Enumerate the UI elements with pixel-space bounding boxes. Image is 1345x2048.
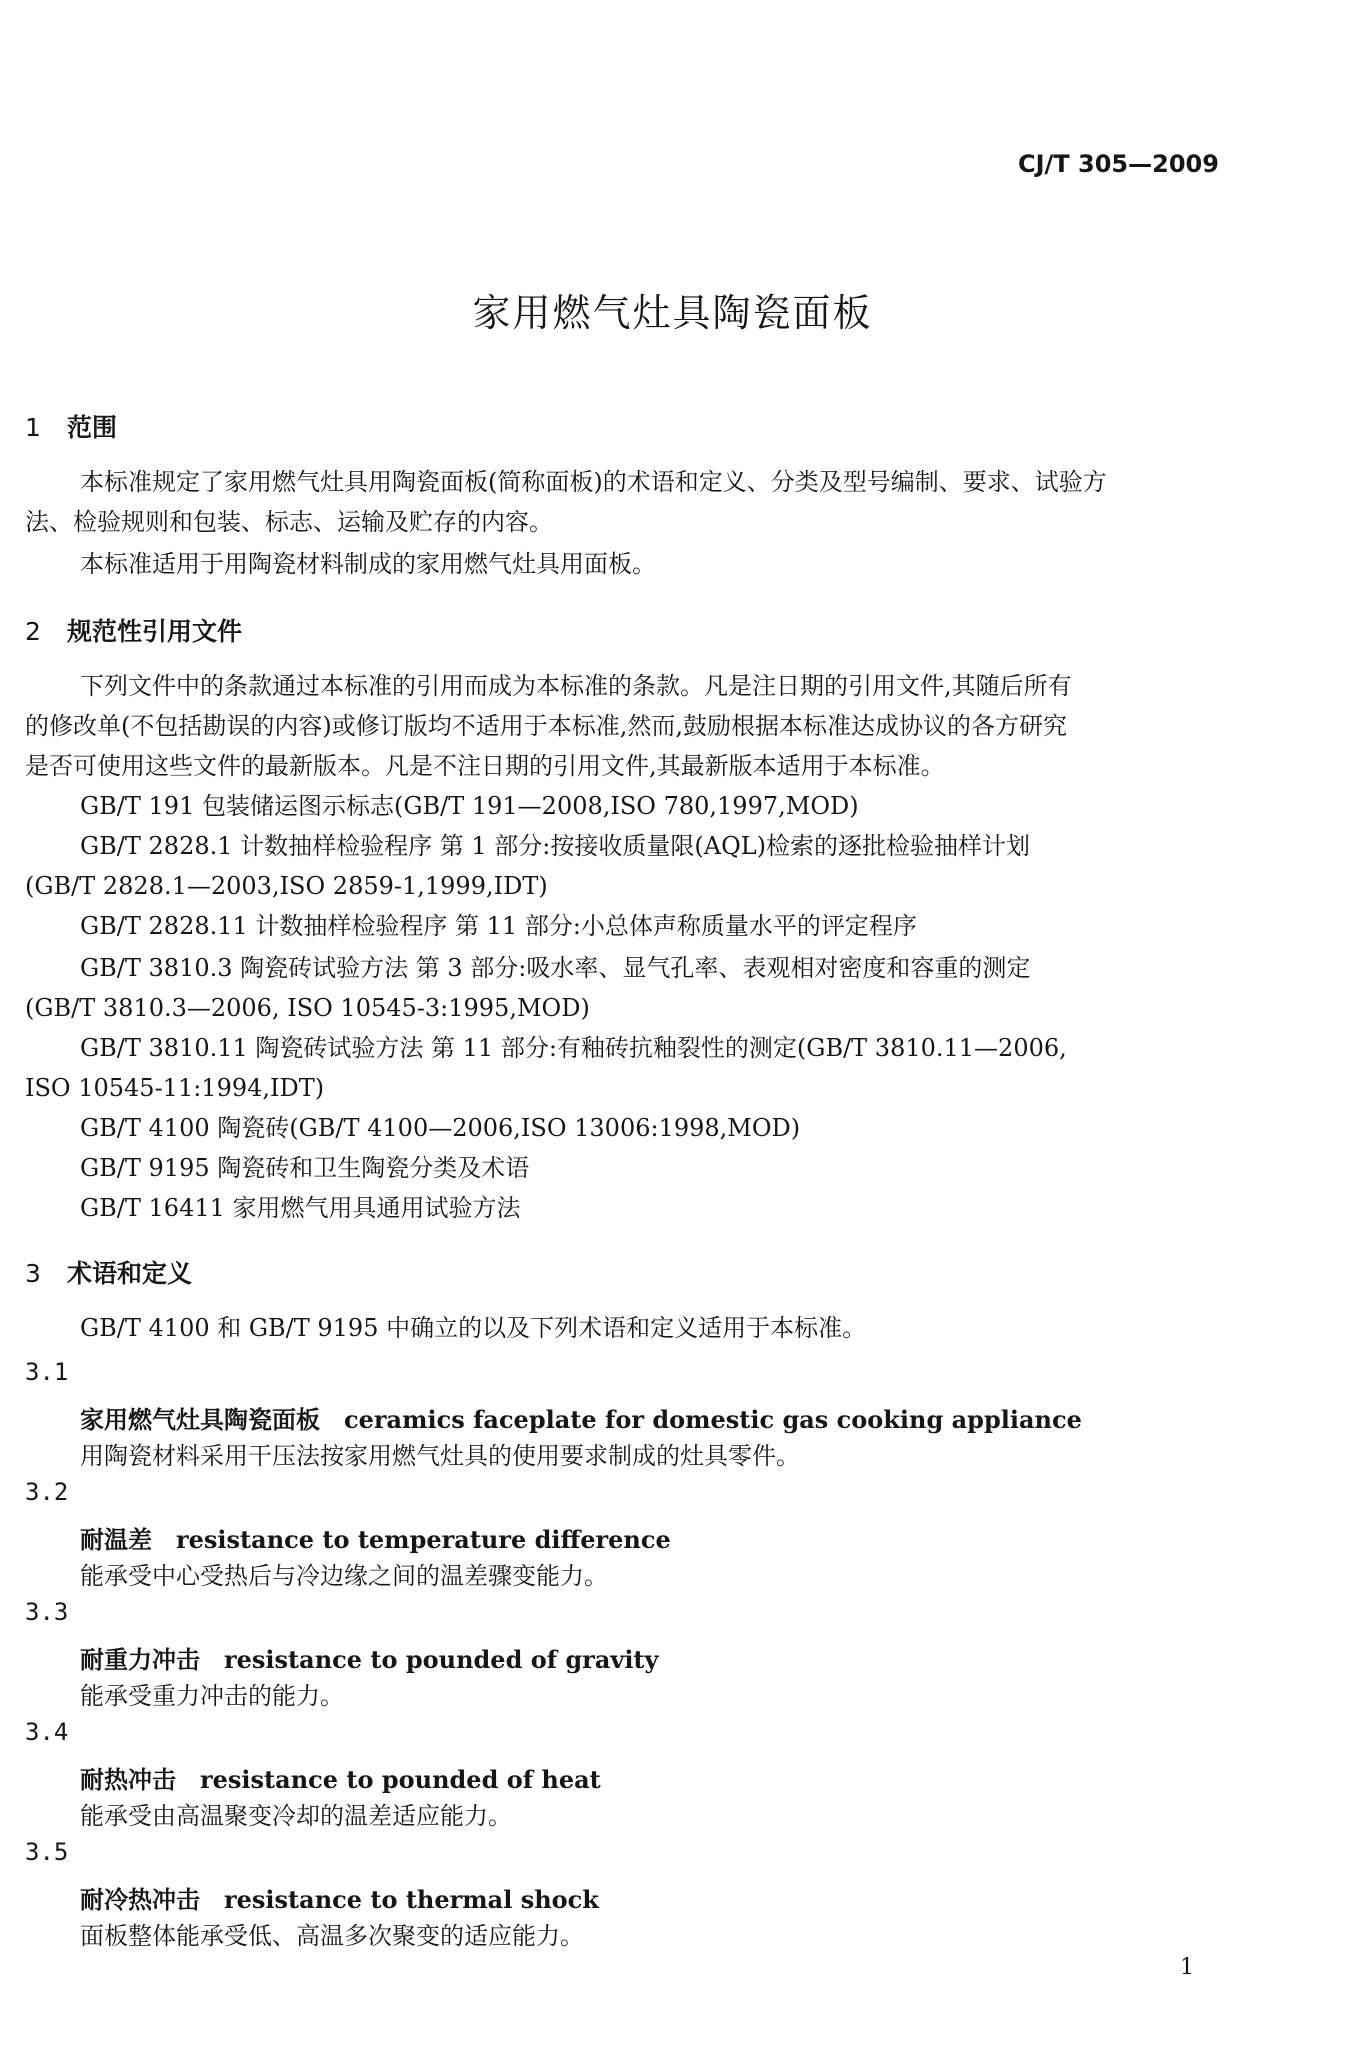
section-number: 1 (25, 413, 41, 442)
term-number: 3.5 (25, 1838, 69, 1866)
reference-continuation: (GB/T 3810.3—2006, ISO 10545-3:1995,MOD) (25, 994, 590, 1022)
term-heading (80, 1640, 658, 1675)
term-zh: 耐冷热冲击 (80, 1885, 200, 1914)
term-en: resistance to pounded of heat (200, 1765, 601, 1794)
section-3-heading (25, 1254, 192, 1290)
reference-item: GB/T 9195 陶瓷砖和卫生陶瓷分类及术语 (80, 1154, 530, 1182)
term-heading (80, 1400, 1082, 1435)
term-en: ceramics faceplate for domestic gas cooking appliance (344, 1405, 1082, 1434)
reference-item: GB/T 2828.1 计数抽样检验程序 第 1 部分:按接收质量限(AQL)检索的逐批检验抽样计划 (80, 832, 1031, 860)
section-number: 3 (25, 1259, 41, 1288)
standard-number: CJ/T 305—2009 (1018, 150, 1219, 178)
term-heading (80, 1880, 599, 1915)
term-number: 3.3 (25, 1598, 69, 1626)
section-title: 术语和定义 (67, 1259, 193, 1288)
term-definition: 能承受中心受热后与冷边缘之间的温差骤变能力。 (80, 1562, 608, 1590)
reference-item: GB/T 4100 陶瓷砖(GB/T 4100—2006,ISO 13006:1998,MOD) (80, 1114, 801, 1142)
term-zh: 耐热冲击 (80, 1765, 176, 1794)
term-definition: 能承受重力冲击的能力。 (80, 1682, 344, 1710)
paragraph-line: 本标准适用于用陶瓷材料制成的家用燃气灶具用面板。 (80, 550, 656, 578)
term-definition: 用陶瓷材料采用干压法按家用燃气灶具的使用要求制成的灶具零件。 (80, 1442, 800, 1470)
reference-continuation: (GB/T 2828.1—2003,ISO 2859-1,1999,IDT) (25, 872, 548, 900)
term-heading (80, 1520, 671, 1555)
term-number: 3.1 (25, 1358, 69, 1386)
paragraph-line: 的修改单(不包括勘误的内容)或修订版均不适用于本标准,然而,鼓励根据本标准达成协议的各方研究 (25, 712, 1067, 740)
reference-item: GB/T 2828.11 计数抽样检验程序 第 11 部分:小总体声称质量水平的评定程序 (80, 912, 917, 940)
paragraph-line: 本标准规定了家用燃气灶具用陶瓷面板(简称面板)的术语和定义、分类及型号编制、要求、试验方 (80, 468, 1107, 496)
section-2-heading (25, 612, 242, 648)
paragraph-line: GB/T 4100 和 GB/T 9195 中确立的以及下列术语和定义适用于本标准。 (80, 1314, 867, 1342)
reference-item: GB/T 16411 家用燃气用具通用试验方法 (80, 1194, 521, 1222)
section-title: 规范性引用文件 (67, 617, 243, 646)
page-title: 家用燃气灶具陶瓷面板 (472, 291, 873, 335)
reference-item: GB/T 3810.11 陶瓷砖试验方法 第 11 部分:有釉砖抗釉裂性的测定(GB/T 3810.11—2006, (80, 1034, 1067, 1062)
section-number: 2 (25, 617, 41, 646)
term-en: resistance to pounded of gravity (224, 1645, 659, 1674)
reference-item: GB/T 191 包装储运图示标志(GB/T 191—2008,ISO 780,1997,MOD) (80, 792, 859, 820)
term-zh: 耐温差 (80, 1525, 152, 1554)
page-number: 1 (1180, 1955, 1194, 1980)
paragraph-line: 下列文件中的条款通过本标准的引用而成为本标准的条款。凡是注日期的引用文件,其随后所有 (80, 672, 1072, 700)
paragraph-line: 是否可使用这些文件的最新版本。凡是不注日期的引用文件,其最新版本适用于本标准。 (25, 752, 945, 780)
term-zh: 耐重力冲击 (80, 1645, 200, 1674)
section-title: 范围 (67, 413, 118, 442)
term-zh: 家用燃气灶具陶瓷面板 (80, 1405, 320, 1434)
reference-continuation: ISO 10545-11:1994,IDT) (25, 1074, 325, 1102)
reference-item: GB/T 3810.3 陶瓷砖试验方法 第 3 部分:吸水率、显气孔率、表观相对密度和容重的测定 (80, 954, 1031, 982)
term-number: 3.4 (25, 1718, 69, 1746)
term-heading (80, 1760, 601, 1795)
paragraph-line: 法、检验规则和包装、标志、运输及贮存的内容。 (25, 508, 553, 536)
term-number: 3.2 (25, 1478, 69, 1506)
term-definition: 面板整体能承受低、高温多次聚变的适应能力。 (80, 1922, 584, 1950)
term-definition: 能承受由高温聚变冷却的温差适应能力。 (80, 1802, 512, 1830)
section-1-heading (25, 408, 117, 444)
term-en: resistance to temperature difference (176, 1525, 671, 1554)
term-en: resistance to thermal shock (224, 1885, 599, 1914)
